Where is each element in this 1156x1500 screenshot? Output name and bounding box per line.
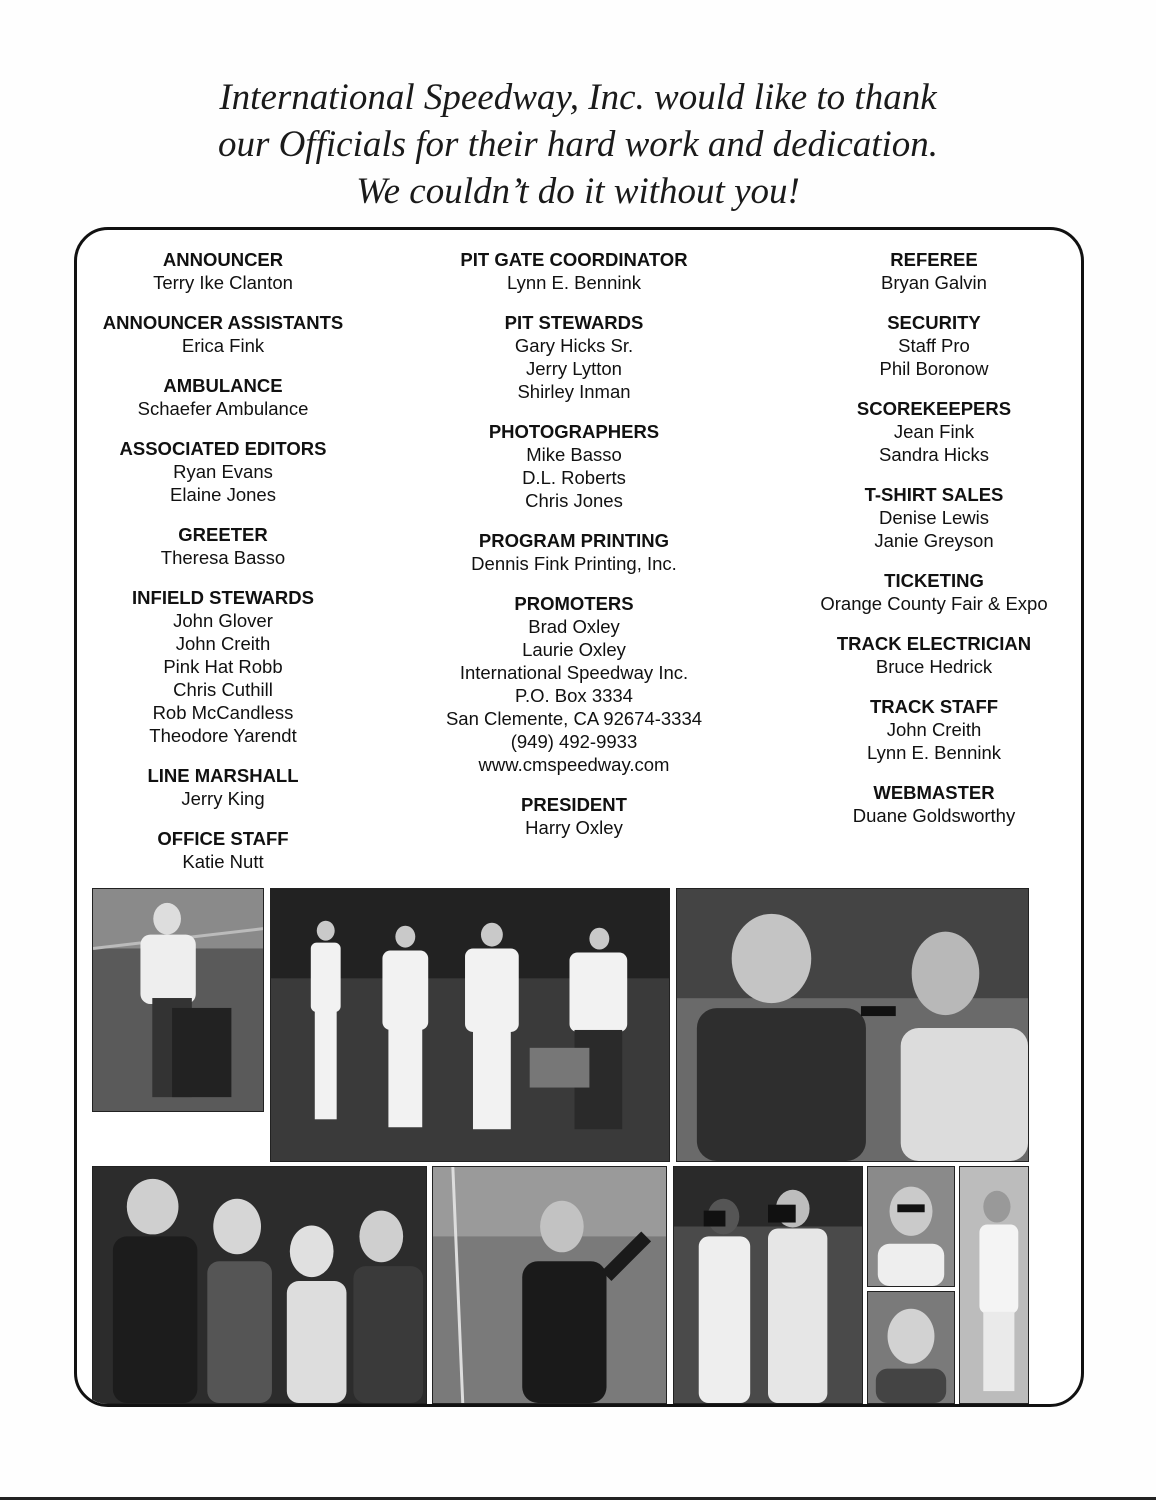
official-name: Janie Greyson [874, 530, 994, 551]
officials-section [789, 483, 1079, 552]
officials-section [419, 529, 729, 575]
official-name: Sandra Hicks [878, 444, 989, 465]
section-title: SCOREKEEPERS [856, 398, 1012, 419]
official-name: Duane Goldsworthy [852, 805, 1016, 826]
section-title: TRACK ELECTRICIAN [836, 633, 1032, 654]
official-name: Ryan Evans [173, 461, 273, 482]
officials-frame [74, 227, 1084, 1407]
photo-interview [676, 888, 1029, 1162]
officials-section [77, 311, 369, 357]
section-title: TICKETING [884, 570, 984, 591]
section-title: GREETER [178, 524, 268, 545]
official-name: Denise Lewis [878, 507, 990, 528]
official-name: Rob McCandless [152, 702, 294, 723]
section-title: INFIELD STEWARDS [132, 587, 314, 608]
official-name: Theodore Yarendt [149, 725, 297, 746]
official-name: Jerry King [181, 788, 265, 809]
officials-section [77, 523, 369, 569]
section-title: PIT STEWARDS [504, 312, 644, 333]
officials-section [77, 374, 369, 420]
officials-section [789, 311, 1079, 380]
official-name: Lynn E. Bennink [866, 742, 1002, 763]
officials-section [77, 248, 369, 294]
photo-fence-climber [959, 1166, 1029, 1404]
officials-section [419, 420, 729, 512]
official-name: John Creith [175, 633, 271, 654]
official-name: Brad Oxley [528, 616, 620, 637]
officials-section [77, 764, 369, 810]
official-name: International Speedway Inc. [459, 662, 689, 683]
photo-man-sunglasses [867, 1166, 955, 1287]
section-title: WEBMASTER [873, 782, 995, 803]
section-title: SECURITY [887, 312, 981, 333]
official-name: P.O. Box 3334 [515, 685, 633, 706]
photo-flagman [92, 888, 264, 1112]
photo-flag-waver [432, 1166, 667, 1404]
photo-photographers [673, 1166, 863, 1404]
officials-section [77, 827, 369, 873]
section-title: ANNOUNCER [162, 249, 284, 270]
officials-column-3 [789, 248, 1079, 844]
photo-track-officials [270, 888, 670, 1162]
official-name: Terry Ike Clanton [153, 272, 293, 293]
official-name: Staff Pro [898, 335, 970, 356]
section-title: T-SHIRT SALES [864, 484, 1004, 505]
official-name: Lynn E. Bennink [506, 272, 642, 293]
official-name: Schaefer Ambulance [137, 398, 309, 419]
section-title: REFEREE [890, 249, 978, 270]
officials-section [789, 632, 1079, 678]
section-title: PRESIDENT [521, 794, 627, 815]
official-name: Chris Jones [525, 490, 623, 511]
section-title: PROGRAM PRINTING [478, 530, 670, 551]
page-heading [0, 74, 1156, 215]
officials-section [419, 311, 729, 403]
official-name: Erica Fink [181, 335, 265, 356]
official-name: Jean Fink [893, 421, 975, 442]
official-name: Pink Hat Robb [163, 656, 283, 677]
officials-section [789, 397, 1079, 466]
section-title: TRACK STAFF [869, 696, 999, 717]
official-name: Katie Nutt [182, 851, 264, 872]
section-title: PHOTOGRAPHERS [488, 421, 660, 442]
official-name: Gary Hicks Sr. [514, 335, 634, 356]
heading-line-1: International Speedway, Inc. would like to thank [219, 77, 937, 118]
officials-section [789, 695, 1079, 764]
section-title: ASSOCIATED EDITORS [119, 438, 327, 459]
official-name: Mike Basso [526, 444, 622, 465]
official-name: John Glover [173, 610, 273, 631]
official-name: San Clemente, CA 92674-3334 [445, 708, 703, 729]
official-name: D.L. Roberts [522, 467, 626, 488]
officials-section [419, 793, 729, 839]
official-name: Shirley Inman [517, 381, 631, 402]
photo-group-microphone [92, 1166, 427, 1404]
official-name: Orange County Fair & Expo [820, 593, 1048, 614]
official-name: Laurie Oxley [522, 639, 626, 660]
photo-man-smiling [867, 1291, 955, 1404]
official-name: Harry Oxley [525, 817, 623, 838]
official-name: Bruce Hedrick [875, 656, 993, 677]
official-name: www.cmspeedway.com [478, 754, 670, 775]
section-title: AMBULANCE [163, 375, 283, 396]
section-title: PIT GATE COORDINATOR [460, 249, 688, 270]
officials-section [77, 586, 369, 747]
officials-section [789, 248, 1079, 294]
officials-column-1 [77, 248, 369, 890]
official-name: Dennis Fink Printing, Inc. [471, 553, 677, 574]
official-name: Theresa Basso [160, 547, 286, 568]
official-name: (949) 492-9933 [510, 731, 638, 752]
officials-section [77, 437, 369, 506]
official-name: Bryan Galvin [881, 272, 987, 293]
section-title: LINE MARSHALL [147, 765, 299, 786]
official-name: Phil Boronow [879, 358, 989, 379]
official-name: Jerry Lytton [526, 358, 622, 379]
section-title: ANNOUNCER ASSISTANTS [102, 312, 344, 333]
heading-line-2: our Officials for their hard work and dedication. [217, 124, 939, 165]
officials-section [419, 592, 729, 776]
officials-column-2 [419, 248, 729, 856]
officials-section [419, 248, 729, 294]
official-name: Elaine Jones [170, 484, 276, 505]
official-name: Chris Cuthill [173, 679, 273, 700]
section-title: PROMOTERS [514, 593, 634, 614]
officials-section [789, 569, 1079, 615]
officials-section [789, 781, 1079, 827]
section-title: OFFICE STAFF [157, 828, 289, 849]
official-name: John Creith [886, 719, 982, 740]
heading-line-3: We couldn’t do it without you! [356, 171, 800, 212]
